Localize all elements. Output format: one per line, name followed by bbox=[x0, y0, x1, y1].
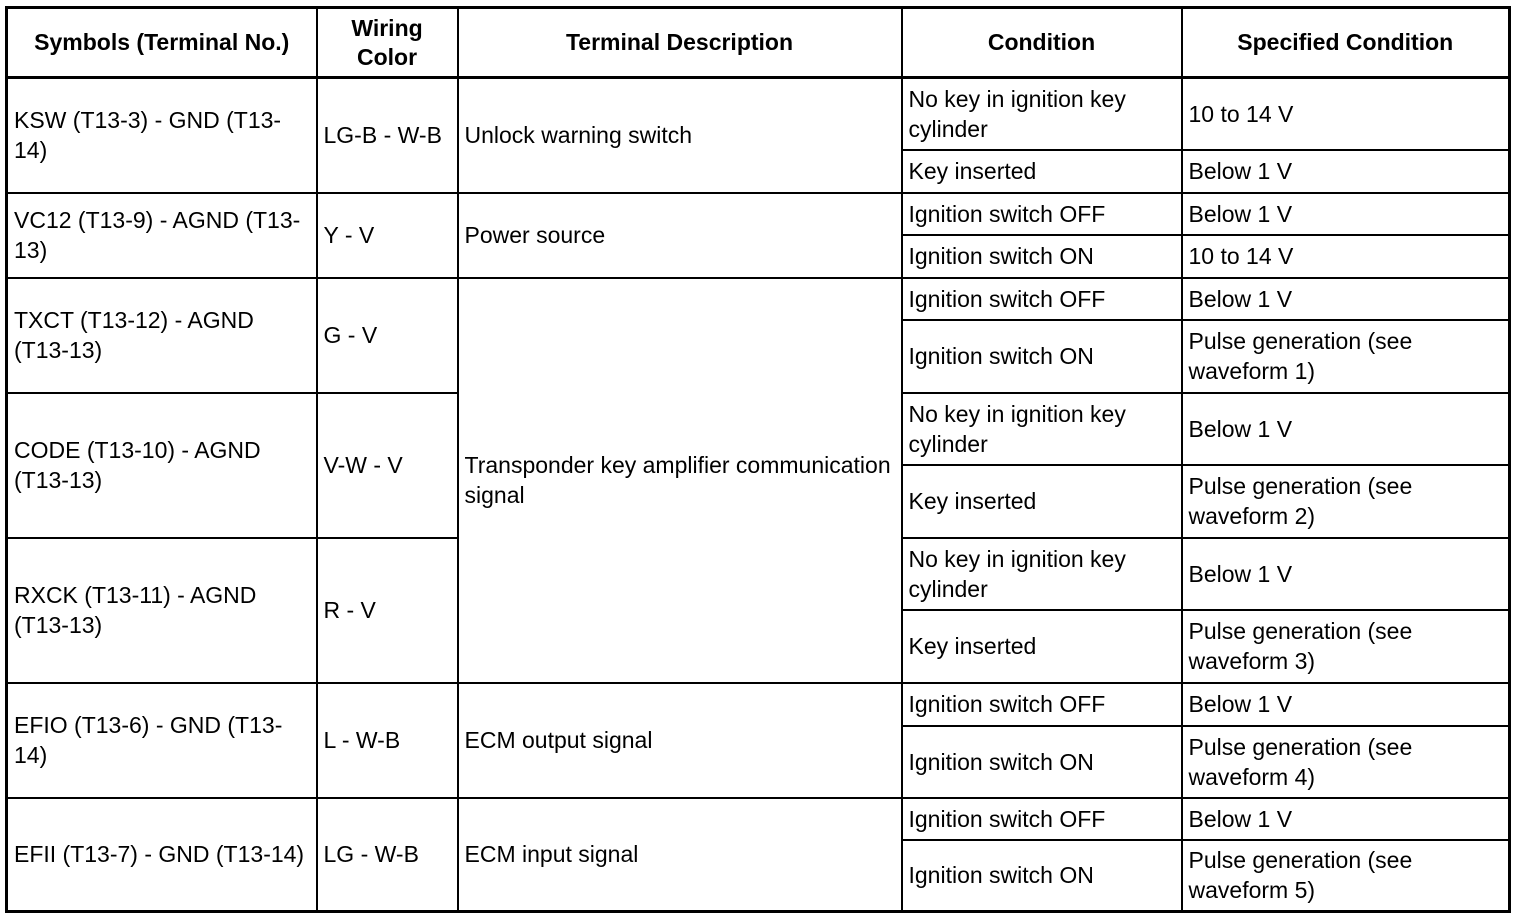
cell-wiring-color: LG - W-B bbox=[317, 798, 458, 912]
cell-specified: 10 to 14 V bbox=[1182, 78, 1510, 150]
cell-description: Power source bbox=[458, 193, 902, 278]
header-condition: Condition bbox=[902, 8, 1182, 78]
cell-specified: Pulse generation (see waveform 5) bbox=[1182, 840, 1510, 912]
cell-condition: Ignition switch ON bbox=[902, 235, 1182, 278]
cell-symbols: EFII (T13-7) - GND (T13-14) bbox=[7, 798, 317, 912]
table-row bbox=[7, 193, 1510, 235]
cell-specified: Below 1 V bbox=[1182, 393, 1510, 465]
table-row bbox=[7, 683, 1510, 726]
cell-wiring-color: R - V bbox=[317, 538, 458, 683]
cell-symbols: EFIO (T13-6) - GND (T13-14) bbox=[7, 683, 317, 798]
cell-specified: Pulse generation (see waveform 2) bbox=[1182, 465, 1510, 538]
table-row bbox=[7, 278, 1510, 320]
header-symbols: Symbols (Terminal No.) bbox=[7, 8, 317, 78]
cell-symbols: RXCK (T13-11) - AGND (T13-13) bbox=[7, 538, 317, 683]
cell-specified: Pulse generation (see waveform 3) bbox=[1182, 610, 1510, 683]
cell-condition: Ignition switch ON bbox=[902, 320, 1182, 393]
cell-description: Unlock warning switch bbox=[458, 78, 902, 193]
cell-symbols: CODE (T13-10) - AGND (T13-13) bbox=[7, 393, 317, 538]
cell-symbols: KSW (T13-3) - GND (T13-14) bbox=[7, 78, 317, 193]
cell-condition: No key in ignition key cylinder bbox=[902, 393, 1182, 465]
cell-condition: Ignition switch ON bbox=[902, 840, 1182, 912]
cell-specified: Below 1 V bbox=[1182, 193, 1510, 235]
terminal-spec-table bbox=[5, 6, 1511, 913]
cell-wiring-color: LG-B - W-B bbox=[317, 78, 458, 193]
cell-wiring-color: G - V bbox=[317, 278, 458, 393]
cell-specified: Below 1 V bbox=[1182, 798, 1510, 840]
header-specified-condition: Specified Condition bbox=[1182, 8, 1510, 78]
table-row bbox=[7, 798, 1510, 840]
cell-specified: 10 to 14 V bbox=[1182, 235, 1510, 278]
cell-specified: Below 1 V bbox=[1182, 150, 1510, 193]
cell-condition: No key in ignition key cylinder bbox=[902, 78, 1182, 150]
cell-condition: Ignition switch OFF bbox=[902, 193, 1182, 235]
table-row bbox=[7, 78, 1510, 150]
cell-symbols: TXCT (T13-12) - AGND (T13-13) bbox=[7, 278, 317, 393]
cell-specified: Pulse generation (see waveform 4) bbox=[1182, 726, 1510, 798]
cell-condition: Ignition switch OFF bbox=[902, 278, 1182, 320]
cell-condition: Key inserted bbox=[902, 610, 1182, 683]
header-row bbox=[7, 8, 1510, 78]
cell-condition: Ignition switch OFF bbox=[902, 683, 1182, 726]
cell-condition: No key in ignition key cylinder bbox=[902, 538, 1182, 610]
cell-specified: Below 1 V bbox=[1182, 538, 1510, 610]
cell-condition: Ignition switch OFF bbox=[902, 798, 1182, 840]
cell-condition: Key inserted bbox=[902, 150, 1182, 193]
cell-condition: Key inserted bbox=[902, 465, 1182, 538]
cell-description: ECM input signal bbox=[458, 798, 902, 912]
header-terminal-description: Terminal Description bbox=[458, 8, 902, 78]
cell-description: ECM output signal bbox=[458, 683, 902, 798]
cell-wiring-color: L - W-B bbox=[317, 683, 458, 798]
cell-specified: Pulse generation (see waveform 1) bbox=[1182, 320, 1510, 393]
cell-wiring-color: V-W - V bbox=[317, 393, 458, 538]
cell-wiring-color: Y - V bbox=[317, 193, 458, 278]
cell-description: Transponder key amplifier communication signal bbox=[458, 278, 902, 683]
cell-condition: Ignition switch ON bbox=[902, 726, 1182, 798]
cell-symbols: VC12 (T13-9) - AGND (T13-13) bbox=[7, 193, 317, 278]
cell-specified: Below 1 V bbox=[1182, 278, 1510, 320]
cell-specified: Below 1 V bbox=[1182, 683, 1510, 726]
header-wiring-color: Wiring Color bbox=[317, 8, 458, 78]
